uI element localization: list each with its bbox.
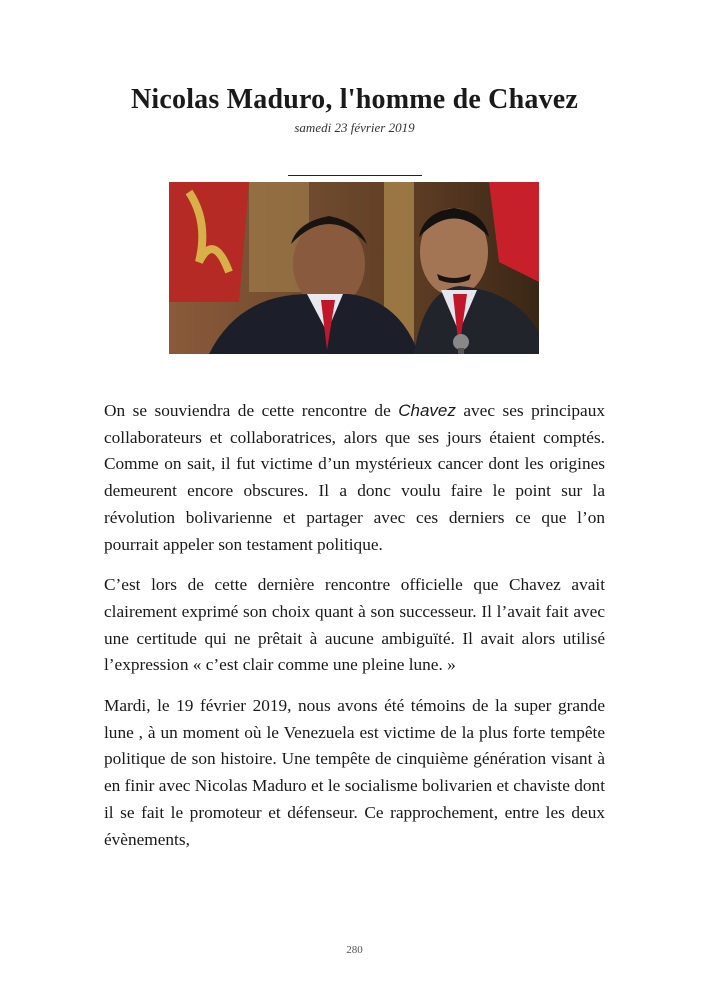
article-title: Nicolas Maduro, l'homme de Chavez <box>130 84 579 115</box>
article-photo <box>169 182 539 354</box>
article-body <box>104 398 605 867</box>
paragraph-1 <box>104 398 605 558</box>
paragraph-1-before: On se souviendra de cette rencontre de <box>104 401 399 420</box>
chavez-emphasis: Chavez <box>398 401 456 420</box>
paragraph-1-after: avec ses principaux collaborateurs et collaboratrices, alors que ses jours étaient comptés. Comme on sait, il fut victime d’un mystérieux cancer dont les origines demeurent encore obscures. Il a donc voulu faire le point sur la révolution bolivarienne et partager avec ces derniers ce que l’on pourrait appeler son testament politique. <box>104 401 606 554</box>
article-date: samedi 23 février 2019 <box>294 120 415 135</box>
title-divider <box>288 175 422 176</box>
page-number: 280 <box>346 944 363 956</box>
paragraph-3: Mardi, le 19 février 2019, nous avons été témoins de la super grande lune , à un moment où le Venezuela est victime de la plus forte tempête politique de son histoire. Une tempête de cinquième génération visant à en finir avec Nicolas Maduro et le socialisme bolivarien et chaviste dont il se fait le promoteur et défenseur. Ce rapprochement, entre les deux évènements, <box>104 696 605 849</box>
paragraph-2: C’est lors de cette dernière rencontre officielle que Chavez avait clairement exprimé son choix quant à son successeur. Il l’avait fait avec une certitude qui ne prêtait à aucune ambiguïté. Il avait alors utilisé l’expression « c’est clair comme une pleine lune. » <box>104 575 605 675</box>
